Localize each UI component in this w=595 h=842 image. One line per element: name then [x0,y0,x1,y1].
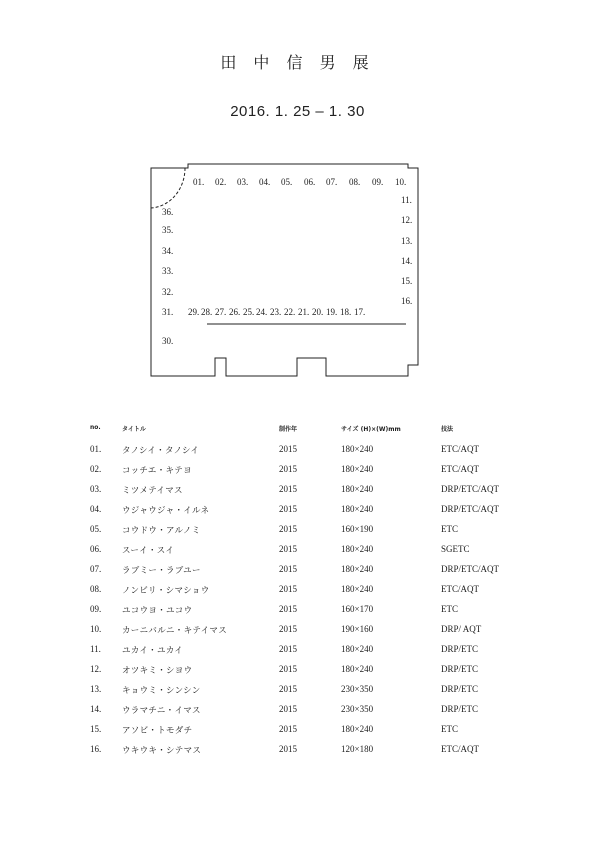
row-technique: DRP/ETC/AQT [441,504,500,514]
row-no: 04. [90,504,102,514]
table-row [0,644,595,660]
row-no: 06. [90,544,102,554]
row-title: コウドウ・アルノミ [122,526,201,536]
row-technique: ETC/AQT [441,584,479,594]
table-row [0,704,595,720]
wall-number: 07. [326,177,338,187]
wall-number: 23. [270,307,282,317]
row-no: 15. [90,724,102,734]
row-no: 16. [90,744,102,754]
row-no: 01. [90,444,102,454]
wall-number: 36. [162,207,174,217]
wall-number: 29. [188,307,200,317]
row-size: 180×240 [341,464,374,474]
header-size: サイズ (H)×(W)mm [341,426,401,433]
table-header [0,424,595,436]
row-title: カーニバルニ・キテイマス [122,626,228,636]
row-year: 2015 [279,504,297,514]
table-row [0,664,595,680]
wall-number: 33. [162,266,174,276]
row-year: 2015 [279,604,297,614]
row-no: 07. [90,564,102,574]
row-year: 2015 [279,464,297,474]
row-technique: DRP/ETC/AQT [441,564,500,574]
row-technique: ETC [441,724,458,734]
row-title: スーイ・スイ [122,546,175,556]
wall-number: 16. [401,296,413,306]
row-title: ウラマチニ・イマス [122,706,201,716]
row-year: 2015 [279,524,297,534]
row-title: ウキウキ・シテマス [122,746,202,756]
row-no: 02. [90,464,102,474]
table-row [0,744,595,760]
wall-number: 30. [162,336,174,346]
row-size: 180×240 [341,664,374,674]
table-row [0,464,595,480]
row-no: 11. [90,644,101,654]
wall-number: 35. [162,225,174,235]
row-year: 2015 [279,564,297,574]
row-technique: DRP/ AQT [441,624,482,634]
table-row [0,564,595,580]
wall-number: 08. [349,177,361,187]
wall-number: 09. [372,177,384,187]
row-size: 180×240 [341,544,374,554]
wall-number: 14. [401,256,413,266]
row-year: 2015 [279,624,297,634]
row-no: 10. [90,624,102,634]
row-year: 2015 [279,444,297,454]
header-technique: 技法 [441,426,454,433]
row-technique: DRP/ETC [441,664,479,674]
wall-number: 32. [162,287,174,297]
row-year: 2015 [279,544,297,554]
row-title: ユコウヨ・ユコウ [122,606,193,616]
floor-plan [0,0,595,400]
row-year: 2015 [279,484,297,494]
row-year: 2015 [279,664,297,674]
door-swing [151,168,185,208]
wall-number: 10. [395,177,407,187]
row-technique: DRP/ETC [441,644,479,654]
wall-number: 05. [281,177,293,187]
row-title: ウジャウジャ・イルネ [122,506,210,516]
row-technique: ETC [441,604,458,614]
row-size: 180×240 [341,724,374,734]
wall-number: 12. [401,215,413,225]
wall-number: 11. [401,195,412,205]
wall-number: 18. [340,307,352,317]
wall-number: 22. [284,307,296,317]
wall-number: 31. [162,307,174,317]
row-title: ユカイ・ユカイ [122,646,184,656]
row-size: 120×180 [341,744,374,754]
row-title: ラブミー・ラブユー [122,566,201,576]
row-no: 09. [90,604,102,614]
row-technique: DRP/ETC/AQT [441,484,500,494]
row-technique: ETC/AQT [441,444,479,454]
wall-number: 20. [312,307,324,317]
row-size: 180×240 [341,484,374,494]
row-year: 2015 [279,704,297,714]
wall-number: 34. [162,246,174,256]
row-size: 190×160 [341,624,374,634]
row-size: 180×240 [341,564,374,574]
header-year: 制作年 [279,426,298,433]
wall-number: 27. [215,307,227,317]
row-title: アソビ・トモダチ [122,726,193,736]
row-size: 180×240 [341,444,374,454]
wall-number: 28. [201,307,213,317]
row-technique: ETC [441,524,458,534]
row-year: 2015 [279,744,297,754]
wall-number: 24. [256,307,268,317]
wall-number: 17. [354,307,366,317]
row-no: 05. [90,524,102,534]
row-size: 160×170 [341,604,374,614]
table-row [0,624,595,640]
row-no: 14. [90,704,102,714]
table-row [0,484,595,500]
row-year: 2015 [279,684,297,694]
row-no: 12. [90,664,102,674]
row-no: 08. [90,584,102,594]
wall-number: 04. [259,177,271,187]
exhibition-dates: 2016. 1. 25 – 1. 30 [230,103,365,120]
wall-number: 02. [215,177,227,187]
row-year: 2015 [279,724,297,734]
row-no: 13. [90,684,102,694]
row-title: コッチエ・キテヨ [122,466,192,476]
row-technique: ETC/AQT [441,464,479,474]
row-technique: SGETC [441,544,470,554]
table-row [0,684,595,700]
row-size: 180×240 [341,584,374,594]
wall-number: 26. [229,307,241,317]
table-row [0,604,595,620]
row-technique: DRP/ETC [441,684,479,694]
row-title: オツキミ・シヨウ [122,666,193,676]
row-title: ノンビリ・シマショウ [122,586,210,596]
row-size: 230×350 [341,684,374,694]
table-row [0,584,595,600]
table-row [0,524,595,540]
wall-number: 25. [243,307,255,317]
row-year: 2015 [279,644,297,654]
gallery-wall-outline [151,164,418,376]
exhibition-title: 田 中 信 男 展 [220,53,375,72]
row-no: 03. [90,484,102,494]
wall-number: 15. [401,276,413,286]
table-row [0,444,595,460]
table-row [0,504,595,520]
wall-number: 19. [326,307,338,317]
row-size: 230×350 [341,704,374,714]
row-size: 180×240 [341,504,374,514]
wall-number: 13. [401,236,413,246]
wall-number: 06. [304,177,316,187]
row-technique: DRP/ETC [441,704,479,714]
wall-number: 01. [193,177,205,187]
row-title: タノシイ・タノシイ [122,446,200,456]
table-row [0,544,595,560]
header-no: no. [90,424,101,431]
row-year: 2015 [279,584,297,594]
header-title: タイトル [122,426,146,433]
wall-number: 21. [298,307,310,317]
row-title: キョウミ・シンシン [122,686,201,696]
row-technique: ETC/AQT [441,744,479,754]
table-row [0,724,595,740]
row-size: 180×240 [341,644,374,654]
row-size: 160×190 [341,524,374,534]
wall-number: 03. [237,177,249,187]
row-title: ミツメテイマス [122,486,183,496]
